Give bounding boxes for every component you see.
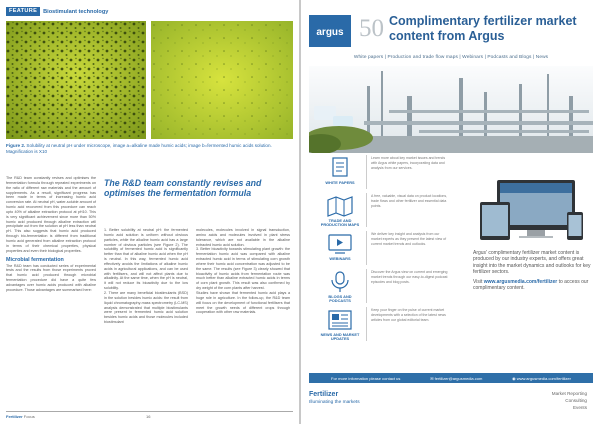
microscope-image-a bbox=[6, 21, 146, 139]
left-page-footer bbox=[6, 411, 293, 419]
contact-email-text: fertilizer@argusmedia.com bbox=[434, 375, 483, 381]
item-divider bbox=[366, 269, 367, 303]
item-divider bbox=[366, 231, 367, 265]
column-1-text: The R&D team constantly revises and optimises the fermentation formula through repeated experiments on the ratio of different raw materials and the amount of supplements. As a result, significant progress has been made in terms of increasing humic acid conversion rate. At neutral pH, water-soluble amount of humic acid recovered from this procedure can reach upto 40% of alkaline extraction protocol at pH10. This is very significant achievement since more than 50% humic acid produced through alkaline extraction will precipitate out from the solution at pH less than neutral pH. This also suggests that humic acid produced through bio-fermentation is different from traditional humic acid generated from alkaline extraction protocol in terms of their chemical properties, physical properties and even their biological properties. bbox=[6, 176, 96, 253]
ad-title: Complimentary fertilizer market content from Argus bbox=[389, 14, 577, 43]
article-column-1 bbox=[6, 176, 96, 293]
argus-logo bbox=[309, 15, 351, 47]
content-item-text: Keep your finger on the pulse of current market developments with a selection of the latest news articles from our global editorial team. bbox=[371, 308, 446, 322]
footer-services bbox=[552, 390, 587, 411]
content-item-podcasts[interactable] bbox=[318, 267, 468, 305]
podcast-icon bbox=[324, 270, 356, 294]
item-divider bbox=[366, 155, 367, 189]
industrial-plant-photo bbox=[309, 66, 593, 153]
content-item-text: Discover the Argus view on current and emerging market trends through our easy-to-digest podcast episodes and blog posts. bbox=[371, 270, 448, 284]
feature-header bbox=[6, 7, 108, 16]
feature-tag: FEATURE bbox=[6, 7, 40, 16]
pull-quote: The R&D team constantly revises and optimises the fermentation formula bbox=[104, 178, 262, 199]
content-item-news[interactable] bbox=[318, 305, 468, 343]
figure-caption bbox=[6, 143, 292, 154]
contact-web-text: www.argusmedia.com/fertilizer bbox=[516, 375, 571, 381]
ad-visit-text bbox=[473, 279, 591, 292]
footer-service-item: Consulting bbox=[565, 398, 587, 403]
ad-body-text: Argus' complimentary fertilizer market content is produced by our industry experts, and offers great insight into the market dynamics and outlooks for key fertilizer sectors. bbox=[473, 250, 591, 275]
column-1-text-b: The R&D team has conducted series of experimental tests and the results from those experiments proved that humic acid produced through microbial fermentation procedure did have a quite few advantages over humic acids produced with alkaline procedure. Those advantages are summarised here: bbox=[6, 263, 96, 292]
content-item-label: WHITE PAPERS bbox=[325, 180, 355, 185]
ad-header bbox=[309, 9, 593, 49]
map-icon bbox=[324, 194, 356, 218]
article-column-2 bbox=[104, 228, 188, 325]
fertilizer-link[interactable]: www.argusmedia.com/fertilizer bbox=[483, 279, 558, 286]
content-item-webinars[interactable] bbox=[318, 229, 468, 267]
content-item-label: NEWS AND MARKET UPDATES bbox=[320, 332, 360, 342]
devices-illustration bbox=[477, 178, 592, 244]
argus-logo-text: argus bbox=[316, 27, 344, 38]
content-item-text: A free, valuable, visual data on product locations, trade flows and other fertilizer and essential data points. bbox=[371, 194, 448, 208]
ad-footer bbox=[309, 388, 593, 418]
visit-suffix: to access our complimentary content. bbox=[473, 279, 589, 292]
content-item-text: We deliver key insight and analysis from our market experts as they present the latest view of current market trends and outlooks. bbox=[371, 232, 447, 246]
white-papers-icon bbox=[324, 156, 356, 180]
contact-email[interactable]: ✉ fertilizer@argusmedia.com bbox=[430, 375, 483, 381]
webinar-icon bbox=[324, 232, 356, 256]
item-divider bbox=[366, 193, 367, 227]
content-item-label: TRADE AND PRODUCTION MAPS bbox=[320, 218, 360, 228]
anniversary-mark: 50 bbox=[359, 15, 384, 42]
content-item-label: BLOGS AND PODCASTS bbox=[328, 294, 352, 304]
footer-focus: Focus bbox=[23, 414, 35, 419]
ad-body bbox=[473, 250, 591, 296]
content-type-list bbox=[318, 153, 468, 343]
footer-brand: Fertilizer bbox=[6, 414, 23, 419]
figure-caption-text: Solubility at neutral pH under microscope, image a=alkaline made humic acids; image b=fermented humic acids solution. Magnification is X10 bbox=[6, 143, 272, 154]
content-item-trade-maps[interactable] bbox=[318, 191, 468, 229]
ad-content-nav: White papers | Production and trade flow maps | Webinars | Podcasts and Blogs | News bbox=[353, 55, 549, 60]
visit-prefix: Visit bbox=[473, 279, 484, 286]
figure-caption-lead: Figure 2. bbox=[6, 143, 26, 148]
magazine-left-page bbox=[0, 0, 299, 424]
subheading-microbial-fermentation: Microbial fermentation bbox=[6, 256, 64, 263]
column-3-text: molecules, molecules involved in signal transduction, amino acids and molecules involved in plant stress tolerance, which are not available in the alkaline extracted humic acid solution. 3. Better bioactivity towards stimulating plant growth: the fermentation humic acid was compared with alkaline extracted humic acid in terms of stimulating corn growth where their humic acid concentration was adjusted to be the same. The results (see Figure 3) clearly showed that bioactivity of humic acids from fermentation route was much better than alkaline extracted humic acids in terms of corn plant growth. This result was also confirmed by dry weight of the corn plants after harvest. Studies have shown that fermented humic acid plays a huge role in agriculture. In the follow-up, the R&D team will focus on the development of functional fertilisers that meet the growth needs of different crops through cooperation with other raw materials. bbox=[196, 228, 290, 315]
contact-web[interactable]: ◉ www.argusmedia.com/fertilizer bbox=[512, 375, 571, 381]
footer-service-item: Market Reporting bbox=[551, 391, 587, 396]
article-column-3 bbox=[196, 228, 290, 315]
contact-bar bbox=[309, 373, 593, 383]
footer-service-item: Events bbox=[572, 405, 587, 410]
content-item-white-papers[interactable] bbox=[318, 153, 468, 191]
item-divider bbox=[366, 307, 367, 341]
footer-brand: Fertilizer bbox=[309, 391, 339, 398]
news-icon bbox=[324, 308, 356, 332]
content-item-text: Learn more about key market issues and trends with Argus white papers, incorporating data and analysis from our services. bbox=[371, 156, 446, 170]
contact-info-text: For more information please contact us bbox=[331, 375, 401, 381]
microscope-image-b bbox=[151, 21, 293, 139]
magazine-right-page-ad bbox=[301, 0, 600, 424]
footer-tagline: Illuminating the markets bbox=[309, 400, 360, 405]
column-2-text: 1. Better solubility at neutral pH: the fermented humic acid solution is uniform without obvious particles, while the alkaline humic acid has a large number of obvious particles (see Figure 2). The solubility of fermented humic acid is significantly better than that of alkaline humic acid when the pH is neutral. In this way, fermented humic acid effectively avoids the limitations of alkaline humic acids in agricultural applications, and can be used with fertilisers, and will not affect plants due to alkalinity. At the same time, when the pH is neutral, it will not reduce its bioactivity due to the low solubility. 2. There are many beneficial biostimulants (BSD) in the solution besides humic acids: the result from liquid chromatography-mass spectrometry (LC-MS) analysis demonstrated that multiple biostimulants were present in fermented humic acid solution besides humic acids and those molecules included biostimulant bbox=[104, 228, 188, 325]
page-number: 16 bbox=[146, 414, 151, 419]
content-item-label: WEBINARS bbox=[329, 256, 351, 261]
section-title: Biostimulant technology bbox=[43, 8, 109, 15]
